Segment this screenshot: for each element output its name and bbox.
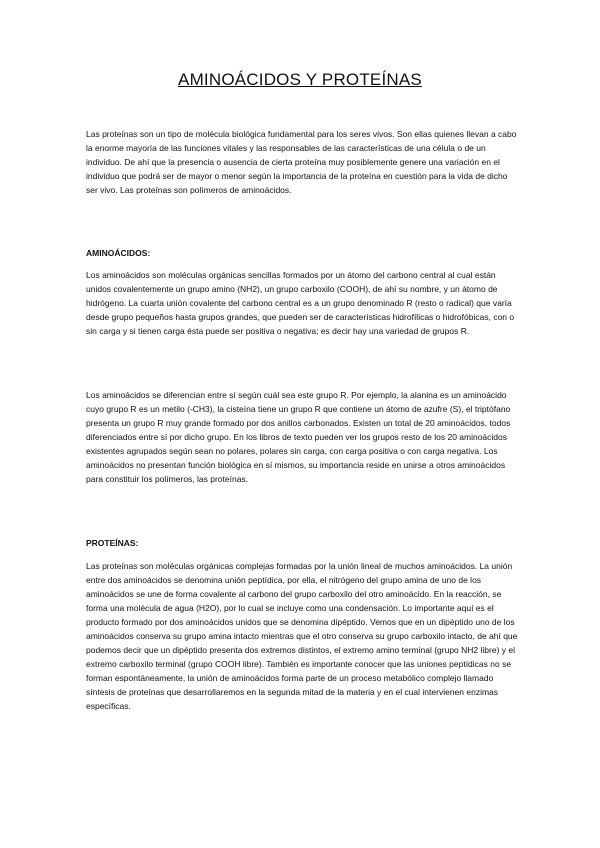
- aminoacidos-paragraph-1: Los aminoácidos son moléculas orgánicas sencillas formados por un átomo del carbono central al cual están unidos covalentemente un grupo amino (NH2), un grupo carboxilo (COOH), de ahí su nombre, y un átomo de hidrógeno. La cuarta unión covalente del carbono central es a un grupo denominado R (resto o radical) que varía desde grupo pequeños hasta grupos grandes, que pueden ser de características hidrofílicas o hidrofóbicas, con o sin carga y si tienen carga ésta puede ser positiva o negativa; es decir hay una variedad de grupos R.: [86, 270, 515, 336]
- proteinas-paragraph-1: Las proteínas son moléculas orgánicas complejas formadas por la unión lineal de muchos aminoácidos. La unión entre dos aminoácidos se denomina unión peptídica, por ella, el nitrógeno del grupo amina de uno de los aminoácidos se une de forma covalente al carbono del grupo carboxilo del otro aminoácido. En la reacción, se forma una molécula de agua (H2O), por lo cual se incluye como una condensación. Lo importante aquí es el producto formado por dos aminoácidos unidos que se denomina dipéptido. Vemos que en un dipéptido uno de los aminoácidos conserva su grupo amina intacto mientras que el otro conserva su grupo carboxilo intacto, de ahí que podemos decir que un dipéptido presenta dos extremos distintos, el extremo amino terminal (grupo NH2 libre) y el extremo carboxilo terminal (grupo COOH libre). También es importante conocer que las uniones peptídicas no se forman espontáneamente, la unión de aminoácidos forma parte de un proceso metabólico complejo llamado síntesis de proteínas que desarrollaremos en la segunda mitad de la materia y en el cual intervienen enzimas específicas.: [86, 561, 518, 711]
- section-heading-aminoacidos: AMINOÁCIDOS:: [86, 248, 151, 258]
- section-heading-proteinas: PROTEÍNAS:: [86, 538, 139, 548]
- page-title: AMINOÁCIDOS Y PROTEÍNAS: [178, 70, 422, 89]
- intro-paragraph: Las proteínas son un tipo de molécula biológica fundamental para los seres vivos. Son ellas quienes llevan a cabo la enorme mayoría de las funciones vitales y las responsables de las características de una célula o de un individuo. De ahí que la presencia o ausencia de cierta proteína muy posiblemente genere una variación en el individuo que podrá ser de mayor o menor según la importancia de la proteína en cuestión para la vida de dicho ser vivo. Las proteínas son polímeros de aminoácidos.: [86, 129, 517, 195]
- aminoacidos-paragraph-2: Los aminoácidos se diferencian entre sí según cuál sea este grupo R. Por ejemplo, la alanina es un aminoácido cuyo grupo R es un metilo (-CH3), la cisteína tiene un grupo R que contiene un átomo de azufre (S), el triptófano presenta un grupo R muy grande formado por dos anillos carbonados. Existen un total de 20 aminoácidos, todos diferenciados entre sí por dicho grupo. En los libros de texto pueden ver los grupos resto de los 20 aminoácidos existentes agrupados según sean no polares, polares sin carga, con carga positiva o con carga negativa. Los aminoácidos no presentan función biológica en sí mismos, su importancia reside en unirse a otros aminoácidos para constituir los polímeros, las proteínas.: [86, 390, 511, 484]
